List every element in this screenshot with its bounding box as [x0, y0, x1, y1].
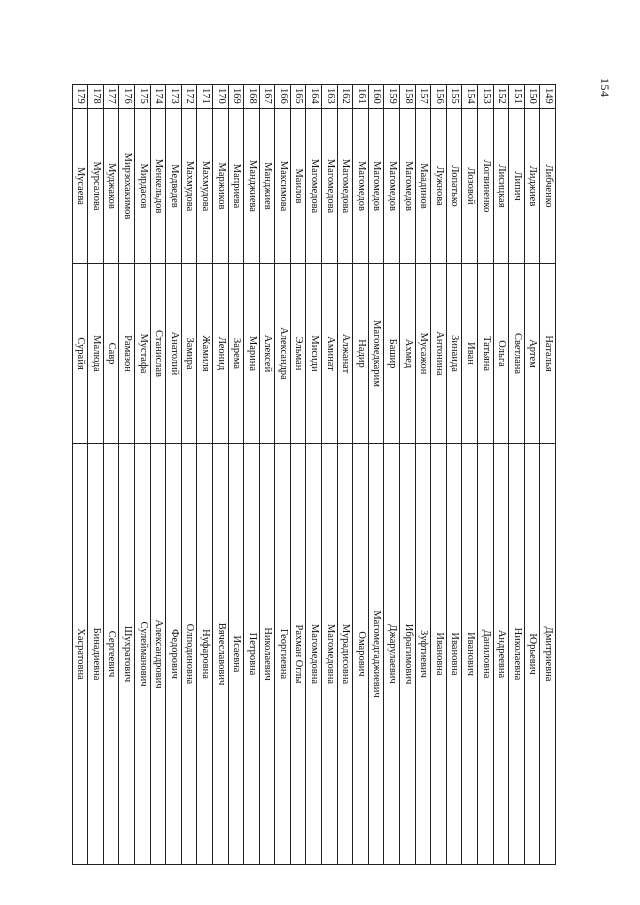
row-number-cell: 171: [197, 85, 213, 109]
first-name-cell: Станислав: [150, 264, 166, 444]
patronymic-cell: Рахман Оглы: [290, 444, 306, 865]
surname-cell: Махмудова: [197, 109, 213, 264]
table-row: [197, 85, 213, 865]
patronymic-cell: Петровна: [244, 444, 260, 865]
first-name-cell: Антонина: [431, 264, 447, 444]
row-number-cell: 153: [478, 85, 494, 109]
row-number-cell: 157: [415, 85, 431, 109]
surname-cell: Либченко: [540, 109, 556, 264]
patronymic-cell: Николаевич: [259, 444, 275, 865]
row-number-cell: 149: [540, 85, 556, 109]
first-name-cell: Зарема: [228, 264, 244, 444]
first-name-cell: Наталья: [540, 264, 556, 444]
surname-cell: Магомедов: [368, 109, 384, 264]
patronymic-cell: Магомедовна: [322, 444, 338, 865]
first-name-cell: Артем: [524, 264, 540, 444]
first-name-cell: Сурайя: [72, 264, 88, 444]
patronymic-cell: Исаевна: [228, 444, 244, 865]
first-name-cell: Мисиди: [306, 264, 322, 444]
row-number-cell: 158: [400, 85, 416, 109]
surname-cell: Маилов: [290, 109, 306, 264]
table-row: [181, 85, 197, 865]
patronymic-cell: Андреевна: [493, 444, 509, 865]
row-number-cell: 170: [212, 85, 228, 109]
row-number-cell: 172: [181, 85, 197, 109]
patronymic-cell: Магомедовна: [306, 444, 322, 865]
table-row: [524, 85, 540, 865]
patronymic-cell: Дмитриевна: [540, 444, 556, 865]
first-name-cell: Башир: [384, 264, 400, 444]
row-number-cell: 164: [306, 85, 322, 109]
first-name-cell: Мусажон: [415, 264, 431, 444]
first-name-cell: Замира: [181, 264, 197, 444]
row-number-cell: 159: [384, 85, 400, 109]
patronymic-cell: Хасратовна: [72, 444, 88, 865]
table-row: [431, 85, 447, 865]
surname-cell: Муджаков: [103, 109, 119, 264]
surname-cell: Мирдасов: [134, 109, 150, 264]
surname-cell: Лужнова: [431, 109, 447, 264]
table-row: [212, 85, 228, 865]
table-row: [493, 85, 509, 865]
first-name-cell: Алжанат: [337, 264, 353, 444]
table-row: [290, 85, 306, 865]
row-number-cell: 165: [290, 85, 306, 109]
first-name-cell: Ольга: [493, 264, 509, 444]
table-row: [134, 85, 150, 865]
first-name-cell: Светлана: [509, 264, 525, 444]
patronymic-cell: Вячеславович: [212, 444, 228, 865]
table-row: [400, 85, 416, 865]
patronymic-cell: Ивановна: [431, 444, 447, 865]
patronymic-cell: Сулейманович: [134, 444, 150, 865]
first-name-cell: Алексей: [259, 264, 275, 444]
row-number-cell: 152: [493, 85, 509, 109]
table-row: [368, 85, 384, 865]
page-number: 154: [598, 78, 612, 98]
surname-cell: Магомедова: [306, 109, 322, 264]
table-row: [88, 85, 104, 865]
row-number-cell: 179: [72, 85, 88, 109]
surname-cell: Магомедов: [400, 109, 416, 264]
patronymic-cell: Омарович: [353, 444, 369, 865]
table-row: [119, 85, 135, 865]
first-name-cell: Татьяна: [478, 264, 494, 444]
first-name-cell: Мустафа: [134, 264, 150, 444]
table-row: [275, 85, 291, 865]
patronymic-cell: Мурадисовна: [337, 444, 353, 865]
roster-table: [72, 84, 556, 865]
row-number-cell: 177: [103, 85, 119, 109]
surname-cell: Манджиев: [259, 109, 275, 264]
table-row: [384, 85, 400, 865]
row-number-cell: 168: [244, 85, 260, 109]
table-row: [446, 85, 462, 865]
first-name-cell: Леонид: [212, 264, 228, 444]
first-name-cell: Зинаида: [446, 264, 462, 444]
surname-cell: Магомедова: [337, 109, 353, 264]
row-number-cell: 169: [228, 85, 244, 109]
table-row: [509, 85, 525, 865]
table-row: [478, 85, 494, 865]
patronymic-cell: Даниловна: [478, 444, 494, 865]
patronymic-cell: Зуфтиевич: [415, 444, 431, 865]
first-name-cell: Марина: [244, 264, 260, 444]
surname-cell: Магомедов: [384, 109, 400, 264]
row-number-cell: 167: [259, 85, 275, 109]
row-number-cell: 176: [119, 85, 135, 109]
table-row: [259, 85, 275, 865]
patronymic-cell: Шухратович: [119, 444, 135, 865]
first-name-cell: Малюда: [88, 264, 104, 444]
table-row: [306, 85, 322, 865]
surname-cell: Мусаева: [72, 109, 88, 264]
row-number-cell: 178: [88, 85, 104, 109]
patronymic-cell: Николаевна: [509, 444, 525, 865]
row-number-cell: 166: [275, 85, 291, 109]
surname-cell: Логвиненко: [478, 109, 494, 264]
surname-cell: Лопатько: [446, 109, 462, 264]
first-name-cell: Ахмед: [400, 264, 416, 444]
patronymic-cell: Иванович: [462, 444, 478, 865]
roster-body: [72, 85, 555, 865]
surname-cell: Лисицкая: [493, 109, 509, 264]
first-name-cell: Иван: [462, 264, 478, 444]
table-row: [322, 85, 338, 865]
table-row: [72, 85, 88, 865]
patronymic-cell: Бинадиевна: [88, 444, 104, 865]
patronymic-cell: Федорович: [166, 444, 182, 865]
surname-cell: Магомедов: [353, 109, 369, 264]
patronymic-cell: Джарулаевич: [384, 444, 400, 865]
patronymic-cell: Сергеевич: [103, 444, 119, 865]
table-row: [353, 85, 369, 865]
surname-cell: Лозовой: [462, 109, 478, 264]
surname-cell: Манджиева: [244, 109, 260, 264]
surname-cell: Лиджиев: [524, 109, 540, 264]
row-number-cell: 163: [322, 85, 338, 109]
patronymic-cell: Ибрагимович: [400, 444, 416, 865]
first-name-cell: Эльман: [290, 264, 306, 444]
table-row: [244, 85, 260, 865]
row-number-cell: 174: [150, 85, 166, 109]
row-number-cell: 160: [368, 85, 384, 109]
row-number-cell: 175: [134, 85, 150, 109]
patronymic-cell: Георгиевна: [275, 444, 291, 865]
roster-wrapper: [75, 84, 556, 864]
table-row: [540, 85, 556, 865]
table-row: [228, 85, 244, 865]
surname-cell: Махмудова: [181, 109, 197, 264]
first-name-cell: Надир: [353, 264, 369, 444]
surname-cell: Менкельдов: [150, 109, 166, 264]
first-name-cell: Анатолий: [166, 264, 182, 444]
surname-cell: Мирзохакимов: [119, 109, 135, 264]
surname-cell: Маприева: [228, 109, 244, 264]
surname-cell: Максимова: [275, 109, 291, 264]
patronymic-cell: Юрьевич: [524, 444, 540, 865]
first-name-cell: Жамиля: [197, 264, 213, 444]
first-name-cell: Магомедкарим: [368, 264, 384, 444]
table-row: [103, 85, 119, 865]
row-number-cell: 162: [337, 85, 353, 109]
surname-cell: Магомедова: [322, 109, 338, 264]
patronymic-cell: Ивановна: [446, 444, 462, 865]
patronymic-cell: Магомедгаджиевич: [368, 444, 384, 865]
surname-cell: Маадинов: [415, 109, 431, 264]
patronymic-cell: Нуфаровна: [197, 444, 213, 865]
surname-cell: Маржиков: [212, 109, 228, 264]
table-row: [166, 85, 182, 865]
patronymic-cell: Александрович: [150, 444, 166, 865]
row-number-cell: 154: [462, 85, 478, 109]
surname-cell: Медведев: [166, 109, 182, 264]
first-name-cell: Рамазон: [119, 264, 135, 444]
surname-cell: Мурсалова: [88, 109, 104, 264]
table-row: [150, 85, 166, 865]
row-number-cell: 155: [446, 85, 462, 109]
table-row: [462, 85, 478, 865]
first-name-cell: Аминат: [322, 264, 338, 444]
patronymic-cell: Олподиновна: [181, 444, 197, 865]
table-row: [415, 85, 431, 865]
row-number-cell: 156: [431, 85, 447, 109]
row-number-cell: 161: [353, 85, 369, 109]
row-number-cell: 150: [524, 85, 540, 109]
table-row: [337, 85, 353, 865]
row-number-cell: 173: [166, 85, 182, 109]
first-name-cell: Александра: [275, 264, 291, 444]
first-name-cell: Савр: [103, 264, 119, 444]
surname-cell: Липич: [509, 109, 525, 264]
row-number-cell: 151: [509, 85, 525, 109]
